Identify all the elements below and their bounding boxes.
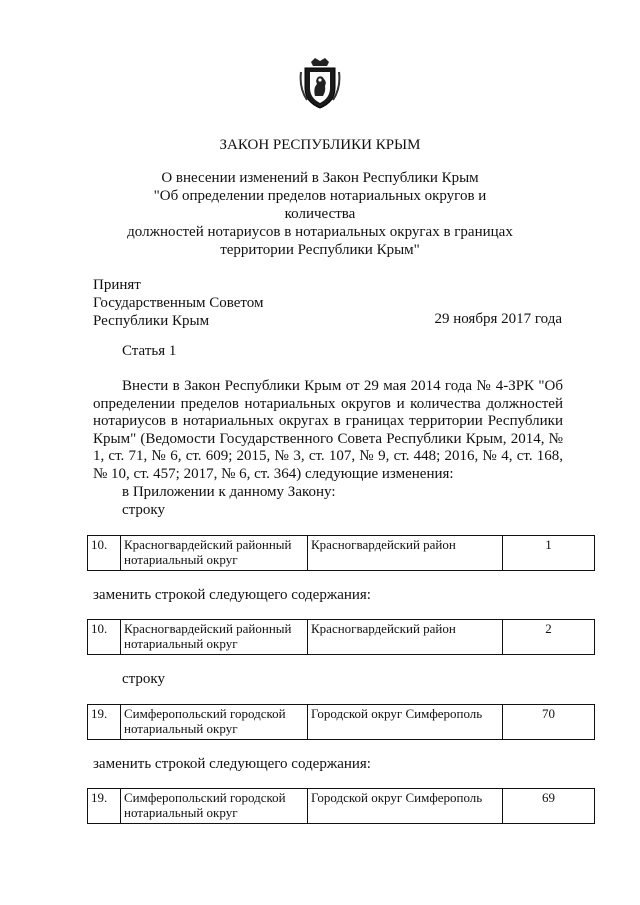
subtitle-line: "Об определении пределов нотариальных округов и количества xyxy=(153,188,487,222)
district-name: Красногвардейский районный нотариальный округ xyxy=(121,620,308,655)
notary-count: 2 xyxy=(503,620,595,655)
subtitle-line: О внесении изменений в Закон Республики Крым xyxy=(161,170,479,186)
subtitle-line: территории Республики Крым" xyxy=(220,242,420,258)
appendix-line: в Приложении к данному Закону: xyxy=(122,484,336,500)
notary-count: 1 xyxy=(503,536,595,571)
table-row xyxy=(87,619,595,655)
adoption-line: Принят xyxy=(93,277,141,293)
adoption-block xyxy=(93,276,264,330)
territory-name: Красногвардейский район xyxy=(308,536,503,571)
adoption-date: 29 ноября 2017 года xyxy=(434,311,562,327)
district-name: Симферопольский городской нотариальный округ xyxy=(121,789,308,824)
table-row xyxy=(87,788,595,824)
adoption-line: Республики Крым xyxy=(93,313,210,329)
notary-count: 69 xyxy=(503,789,595,824)
adoption-line: Государственным Советом xyxy=(93,295,264,311)
article-heading: Статья 1 xyxy=(122,343,177,359)
territory-name: Красногвардейский район xyxy=(308,620,503,655)
replace-label: заменить строкой следующего содержания: xyxy=(93,587,371,603)
notary-count: 70 xyxy=(503,705,595,740)
table-row xyxy=(87,535,595,571)
table-row xyxy=(87,704,595,740)
coat-of-arms-icon xyxy=(299,58,341,110)
territory-name: Городской округ Симферополь xyxy=(308,789,503,824)
law-subtitle xyxy=(120,169,520,259)
article-text: Внести в Закон Республики Крым от 29 мая 2014 года № 4-ЗРК "Об определении пределов нотариальных округов и количества должностей нотариусов в нотариальных округах в границах территории Республики Крым" (Ведомости Государственного Совета Республики Крым, 2014, № 1, ст. 71, № 6, ст. 609; 2015, № 3, ст. 107, № 9, ст. 448; 2016, № 4, ст. 168, № 10, ст. 457; 2017, № 6, ст. 364) следующие изменения: xyxy=(93,378,563,482)
row-word: строку xyxy=(122,671,165,687)
subtitle-line: должностей нотариусов в нотариальных округах в границах xyxy=(127,224,513,240)
territory-name: Городской округ Симферополь xyxy=(308,705,503,740)
law-title: ЗАКОН РЕСПУБЛИКИ КРЫМ xyxy=(219,137,421,153)
district-name: Красногвардейский районный нотариальный округ xyxy=(121,536,308,571)
row-number: 19. xyxy=(88,705,121,740)
row-number: 10. xyxy=(88,620,121,655)
row-word: строку xyxy=(122,502,165,518)
row-number: 19. xyxy=(88,789,121,824)
district-name: Симферопольский городской нотариальный округ xyxy=(121,705,308,740)
replace-label: заменить строкой следующего содержания: xyxy=(93,756,371,772)
article-paragraph xyxy=(93,378,563,484)
row-number: 10. xyxy=(88,536,121,571)
